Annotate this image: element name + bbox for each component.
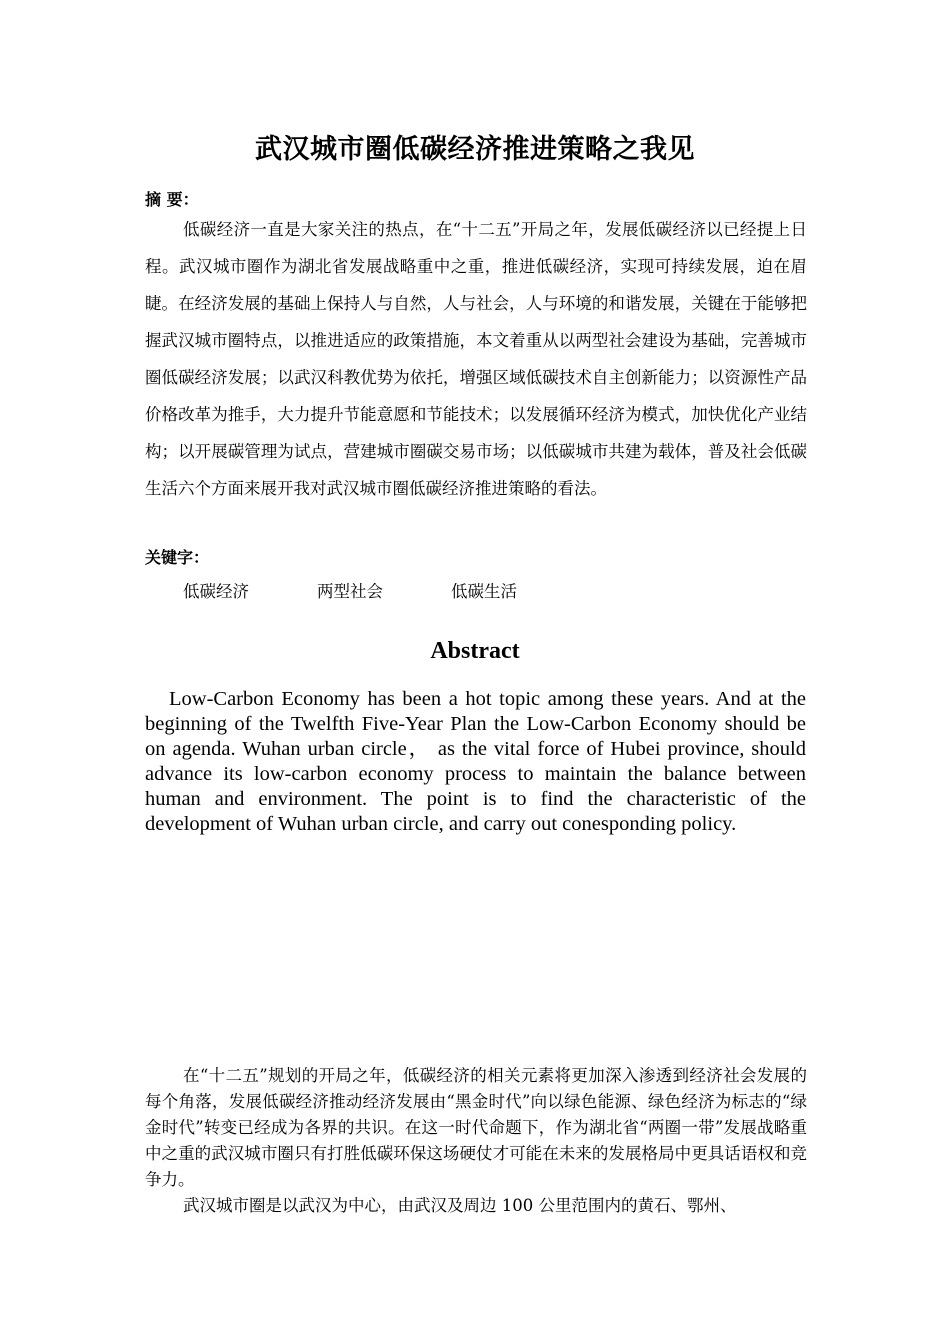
- body-paragraph: 在“十二五”规划的开局之年，低碳经济的相关元素将更加深入渗透到经济社会发展的每个角落，发展低碳经济推动经济发展由“黑金时代”向以绿色能源、绿色经济为标志的“绿金时代”转变已经成为各界的共识。在这一时代命题下，作为湖北省“两圈一带”发展战略重中之重的武汉城市圈只有打胜低碳环保这场硬仗才可能在未来的发展格局中更具话语权和竞争力。: [145, 1066, 807, 1189]
- keyword-item: 低碳经济: [183, 582, 249, 601]
- abstract-label: 摘 要：: [145, 190, 199, 209]
- document-title: 武汉城市圈低碳经济推进策略之我见: [255, 134, 695, 165]
- english-abstract-paragraph: Low-Carbon Economy has been a hot topic among these years. And at the beginning of the Twelfth Five-Year Plan the Low-Carbon Economy should be on agenda. Wuhan urban circle， as the vital force of Hubei province, should advance its low-carbon economy process to maintain the balance between human and environment. The point is to find the characteristic of the development of Wuhan urban circle, and carry out conesponding policy.: [145, 688, 806, 835]
- keyword-item: 低碳生活: [451, 582, 517, 601]
- keywords-list: [183, 581, 585, 603]
- chinese-abstract-paragraph: 低碳经济一直是大家关注的热点，在“十二五”开局之年，发展低碳经济以已经提上日程。武汉城市圈作为湖北省发展战略重中之重，推进低碳经济，实现可持续发展，迫在眉睫。在经济发展的基础上保持人与自然，人与社会，人与环境的和谐发展，关键在于能够把握武汉城市圈特点，以推进适应的政策措施，本文着重从以两型社会建设为基础，完善城市圈低碳经济发展；以武汉科教优势为依托，增强区域低碳技术自主创新能力；以资源性产品价格改革为推手，大力提升节能意愿和节能技术；以发展循环经济为模式，加快优化产业结构；以开展碳管理为试点，营建城市圈碳交易市场；以低碳城市共建为载体，普及社会低碳生活六个方面来展开我对武汉城市圈低碳经济推进策略的看法。: [145, 220, 807, 498]
- keyword-item: 两型社会: [317, 582, 383, 601]
- keywords-label: 关键字：: [145, 548, 210, 567]
- english-abstract-heading: Abstract: [430, 638, 520, 664]
- body-text: [145, 1063, 807, 1219]
- body-paragraph: 武汉城市圈是以武汉为中心，由武汉及周边 100 公里范围内的黄石、鄂州、: [183, 1196, 737, 1215]
